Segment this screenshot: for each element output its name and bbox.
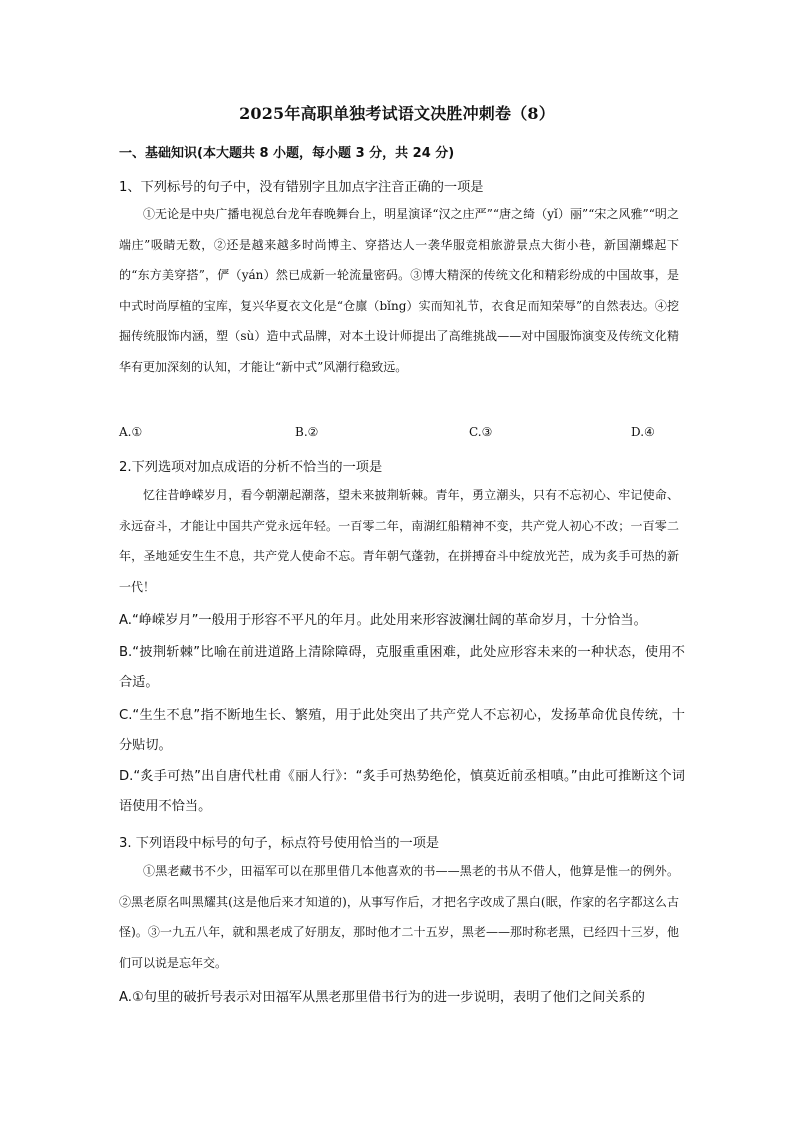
question-3-option-a: A.①句里的破折号表示对田福军从黑老那里借书行为的进一步说明，表明了他们之间关系的	[119, 990, 645, 1005]
question-1-option-d: D.④	[631, 425, 655, 439]
question-1-passage: ①无论是中央广播电视总台龙年春晚舞台上，明星演译“汉之庄严”“唐之绮（yǐ）丽”“宋之风雅”“明之端庄”吸睛无数，②还是越来越多时尚博主、穿搭达人一袭华服竞相旅游景点大街小巷，新国潮蝶起下的“东方美穿搭”，俨（yán）然已成新一轮流量密码。③博大精深的传统文化和精彩纷成的中国故事，是中式时尚厚植的宝库，复兴华夏衣文化是“仓廪（bǐng）实而知礼节，衣食足而知荣辱”的自然表达。④挖掘传统服饰内涵，塑（sù）造中式品牌，对本土设计师提出了高维挑战——对中国服饰演变及传统文化精华有更加深刻的认知，才能让“新中式”风潮行稳致远。	[119, 207, 680, 374]
question-1-option-c: C.③	[469, 425, 493, 439]
question-2-stem: 2.下列选项对加点成语的分析不恰当的一项是	[119, 460, 383, 475]
exam-title: 2025年高职单独考试语文决胜冲刺卷（8）	[239, 104, 555, 123]
question-2-option-d: D.“炙手可热”出自唐代杜甫《丽人行》：“炙手可热势绝伦，慎莫近前丞相嗔。”由此可推断这个词语使用不恰当。	[119, 769, 685, 814]
question-3-passage: ①黑老藏书不少，田福军可以在那里借几本他喜欢的书——黑老的书从不借人，他算是惟一的例外。②黑老原名叫黑耀其(这是他后来才知道的)，从事写作后，才把名字改成了黑白(眠，作家的名字都这么古怪)。③一九五八年，就和黑老成了好朋友，那时他才二十五岁，黑老——那时称老黑，已经四十三岁，他们可以说是忘年交。	[119, 864, 679, 970]
question-2-passage: 忆往昔峥嵘岁月，看今朝潮起潮落，望未来披荆斩棘。青年，勇立潮头，只有不忘初心、牢记使命、永远奋斗，才能让中国共产党永远年轻。一百零二年，南湖红船精神不变，共产党人初心不改；一百零二年，圣地延安生生不息，共产党人使命不忘。青年朝气蓬勃，在拼搏奋斗中绽放光芒，成为炙手可热的新一代！	[119, 488, 679, 594]
question-2-option-c: C.“生生不息”指不断地生长、繁殖，用于此处突出了共产党人不忘初心，发扬革命优良传统，十分贴切。	[119, 708, 685, 753]
question-1-options	[119, 425, 659, 445]
section-heading: 一、基础知识(本大题共 8 小题，每小题 3 分，共 24 分)	[119, 146, 455, 161]
question-1-option-a: A.①	[119, 425, 143, 439]
question-1-stem: 1、下列标号的句子中，没有错别字且加点字注音正确的一项是	[119, 180, 484, 195]
question-2-option-b: B.“披荆斩棘”比喻在前进道路上清除障碍，克服重重困难，此处应形容未来的一种状态，使用不合适。	[119, 645, 685, 690]
question-3-stem: 3. 下列语段中标号的句子，标点符号使用恰当的一项是	[119, 836, 440, 851]
question-1-option-b: B.②	[295, 425, 319, 439]
question-2-option-a: A.“峥嵘岁月”一般用于形容不平凡的年月。此处用来形容波澜壮阔的革命岁月，十分恰当。	[119, 613, 647, 628]
